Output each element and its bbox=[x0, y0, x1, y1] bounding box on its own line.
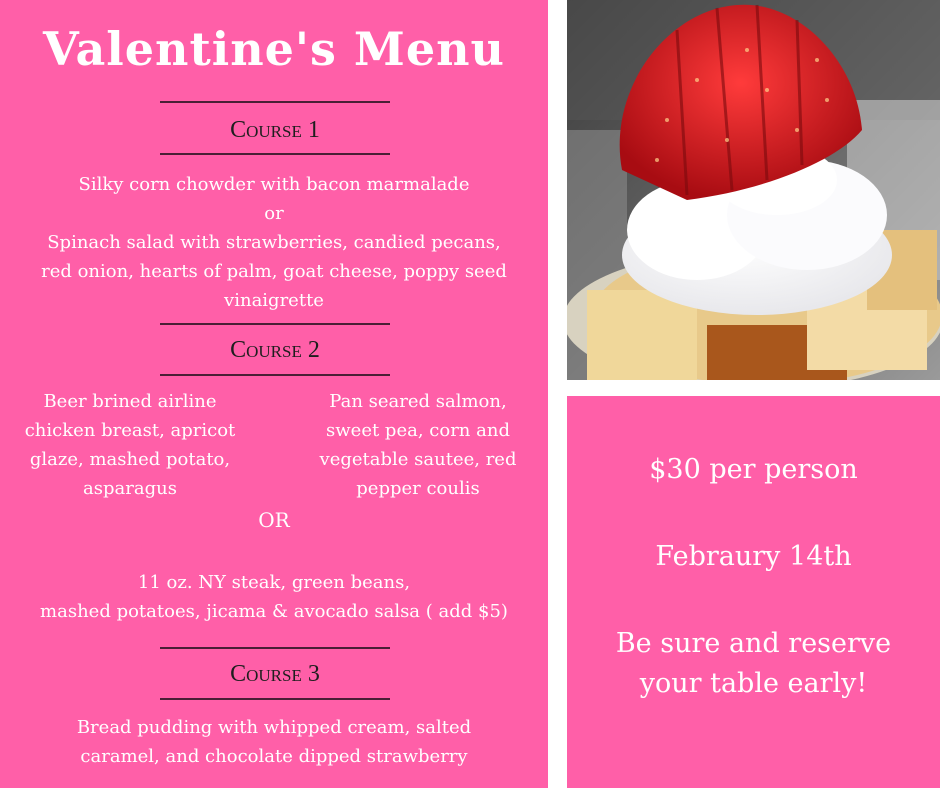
course-1-line: Spinach salad with strawberries, candied pecans, bbox=[47, 232, 501, 253]
divider bbox=[160, 374, 390, 376]
divider bbox=[160, 323, 390, 325]
menu-title: Valentine's Menu bbox=[43, 22, 505, 76]
date-text: Febraury 14th bbox=[655, 541, 852, 572]
course-1-line: or bbox=[264, 203, 284, 224]
course-3-line: Bread pudding with whipped cream, salted bbox=[76, 717, 472, 738]
course-2-option-steak bbox=[0, 568, 548, 626]
course-1-heading: Course 1 bbox=[230, 117, 320, 143]
reserve-text bbox=[567, 624, 940, 704]
course-2-line: glaze, mashed potato, bbox=[29, 449, 231, 470]
course-2-line: Beer brined airline bbox=[43, 391, 217, 412]
course-1-line: Silky corn chowder with bacon marmalade bbox=[78, 174, 470, 195]
divider bbox=[160, 647, 390, 649]
course-2-heading: Course 2 bbox=[230, 337, 320, 363]
course-2-line: pepper coulis bbox=[356, 478, 480, 499]
course-2-line: Pan seared salmon, bbox=[329, 391, 507, 412]
course-1-description bbox=[0, 170, 548, 315]
divider bbox=[160, 101, 390, 103]
reserve-line: Be sure and reserve bbox=[615, 628, 892, 659]
course-3-line: caramel, and chocolate dipped strawberry bbox=[80, 746, 468, 767]
course-3-description bbox=[0, 713, 548, 771]
price-text: $30 per person bbox=[649, 454, 858, 485]
reserve-line: your table early! bbox=[639, 668, 868, 699]
course-1-line: vinaigrette bbox=[224, 290, 324, 311]
course-2-or: OR bbox=[258, 508, 290, 532]
course-2-line: asparagus bbox=[83, 478, 177, 499]
course-2-line: 11 oz. NY steak, green beans, bbox=[137, 572, 411, 593]
dessert-illustration bbox=[567, 0, 940, 380]
course-1-line: red onion, hearts of palm, goat cheese, poppy seed bbox=[41, 261, 507, 282]
course-2-line: chicken breast, apricot bbox=[24, 420, 236, 441]
dessert-photo bbox=[567, 0, 940, 380]
course-2-line: vegetable sautee, red bbox=[319, 449, 517, 470]
divider bbox=[160, 698, 390, 700]
course-2-line: mashed potatoes, jicama & avocado salsa ( add $5) bbox=[40, 601, 508, 622]
course-2-option-chicken bbox=[0, 387, 260, 503]
divider bbox=[160, 153, 390, 155]
course-2-option-salmon bbox=[288, 387, 548, 503]
course-3-heading: Course 3 bbox=[230, 661, 320, 687]
course-2-line: sweet pea, corn and bbox=[326, 420, 510, 441]
